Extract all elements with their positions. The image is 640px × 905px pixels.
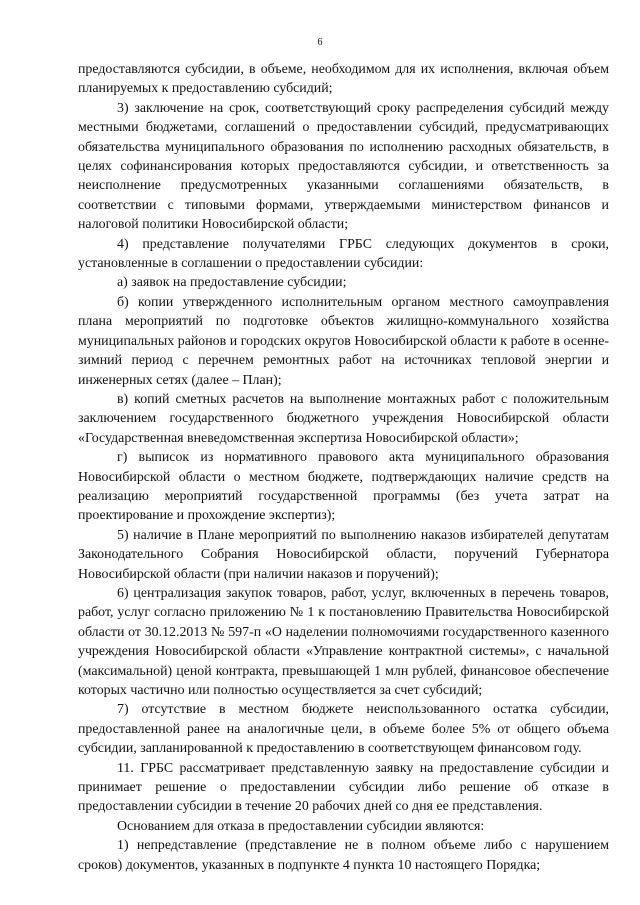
paragraph-subitem-b: б) копии утвержденного исполнительным органом местного самоуправления плана мероприятий по подготовке объектов жилищно-коммунального хозяйства муниципальных районов и городских округов Новосибирской области к работе в осенне-зимний период с перечнем ремонтных работ на источниках тепловой энергии и инженерных сетях (далее – План); — [78, 294, 609, 388]
paragraph-section-11: 11. ГРБС рассматривает представленную заявку на предоставление субсидии и принимает решение о предоставлении субсидии либо решение об отказе в предоставлении субсидии в течение 20 рабочих дней со дня ее представления. — [78, 760, 609, 815]
paragraph-item-3: 3) заключение на срок, соответствующий сроку распределения субсидий между местными бюджетами, соглашений о предоставлении субсидий, предусматривающих обязательства муниципального образования по исполнению расходных обязательств, в целях софинансирования которых предоставляются субсидии, и ответственность за неисполнение предусмотренных указанными соглашениями обязательств, в соответствии с типовыми формами, утверждаемыми министерством финансов и налоговой политики Новосибирской области; — [78, 100, 609, 233]
paragraph-item-7: 7) отсутствие в местном бюджете неиспользованного остатка субсидии, предоставленной ранее на аналогичные цели, в объеме более 5% от общего объема субсидии, запланированной к предоставлению в соответствующем финансовом году. — [78, 702, 609, 757]
paragraph-subitem-v: в) копий сметных расчетов на выполнение монтажных работ с положительным заключением государственного бюджетного учреждения Новосибирской области «Государственная вневедомственная экспертиза Новосибирской области»; — [78, 391, 609, 446]
paragraph-continuation: предоставляются субсидии, в объеме, необходимом для их исполнения, включая объем планируемых к предоставлению субсидий; — [78, 62, 609, 97]
paragraph-refusal-item-1: 1) непредставление (представление не в полном объеме либо с нарушением сроков) документов, указанных в подпункте 4 пункта 10 настоящего Порядка; — [78, 838, 609, 873]
paragraph-refusal-grounds: Основанием для отказа в предоставлении субсидии являются: — [117, 818, 485, 834]
document-body — [78, 60, 609, 875]
paragraph-subitem-g: г) выписок из нормативного правового акта муниципального образования Новосибирской области о местном бюджете, подтверждающих наличие средств на реализацию мероприятий государственной программы (без учета затрат на проектирование и прохождение экспертиз); — [78, 450, 609, 524]
paragraph-item-6: 6) централизация закупок товаров, работ, услуг, включенных в перечень товаров, работ, услуг согласно приложению № 1 к постановлению Правительства Новосибирской области от 30.12.2013 № 597-п «О наделении полномочиями государственного казенного учреждения Новосибирской области «Управление контрактной системы», с начальной (максимальной) ценой контракта, превышающей 1 млн рублей, финансовое обеспечение которых частично или полностью осуществляется за счет субсидий; — [78, 585, 609, 698]
page-number: 6 — [317, 37, 323, 48]
paragraph-subitem-a: а) заявок на предоставление субсидии; — [117, 275, 347, 291]
paragraph-item-5: 5) наличие в Плане мероприятий по выполнению наказов избирателей депутатам Законодательного Собрания Новосибирской области, поручений Губернатора Новосибирской области (при наличии наказов и поручений); — [78, 527, 609, 582]
paragraph-item-4: 4) представление получателями ГРБС следующих документов в сроки, установленные в соглашении о предоставлении субсидии: — [78, 236, 609, 272]
